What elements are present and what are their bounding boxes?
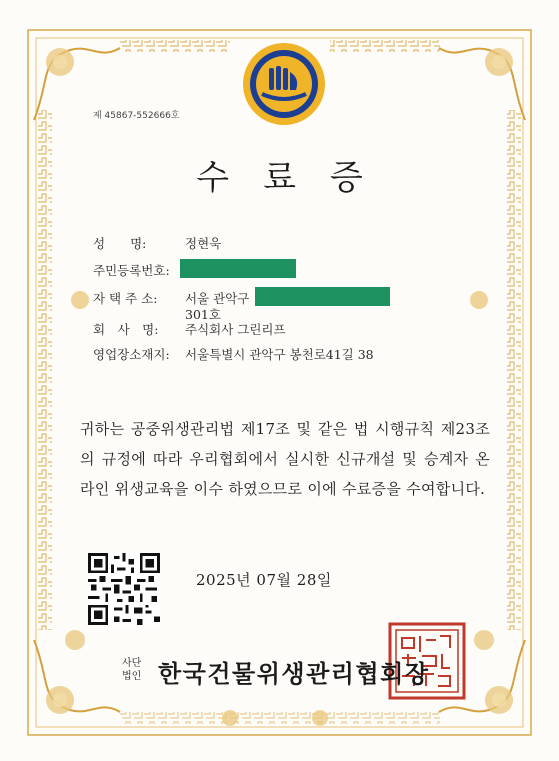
certificate-body: 귀하는 공중위생관리법 제17조 및 같은 법 시행규칙 제23조의 규정에 따라 우리협회에서 실시한 신규개설 및 승계자 온라인 위생교육을 이수 하였으므로 이에 수료증을 수여합니다.	[80, 420, 490, 498]
field-resident-number-label: 주민등록번호:	[93, 263, 170, 278]
field-home-address-label: 자 택 주 소:	[93, 291, 158, 306]
field-company-value: 주식회사 그린리프	[185, 322, 286, 337]
certificate-title: 수료증	[196, 158, 397, 198]
qr-code-icon[interactable]	[88, 553, 160, 625]
field-resident-number	[93, 261, 170, 279]
field-name-value: 정현욱	[185, 236, 222, 251]
field-business-location	[93, 345, 374, 363]
issuer-prefix-line-2: 법인	[122, 671, 142, 682]
field-company-label: 회 사 명:	[93, 322, 159, 337]
field-company	[93, 320, 286, 338]
field-home-address-value: 서울 관악구	[185, 291, 250, 306]
issuer-prefix-line-1: 사단	[122, 658, 142, 669]
field-business-location-label: 영업장소재지:	[93, 347, 170, 362]
field-name	[93, 234, 222, 252]
redaction-bar	[180, 259, 296, 278]
redaction-bar	[255, 287, 390, 306]
issuer-prefix	[122, 657, 141, 683]
field-name-label: 성 명:	[93, 236, 147, 251]
issue-date: 2025년 07월 28일	[196, 571, 332, 589]
field-business-location-value: 서울특별시 관악구 봉천로41길 38	[185, 347, 374, 362]
issuer-name: 한국건물위생관리협회장	[158, 660, 430, 688]
field-home-address	[93, 289, 250, 322]
certificate-number: 제 45867-552666호	[93, 111, 180, 121]
association-emblem-icon	[242, 42, 326, 126]
field-home-address-value-2: 301호	[185, 307, 221, 322]
